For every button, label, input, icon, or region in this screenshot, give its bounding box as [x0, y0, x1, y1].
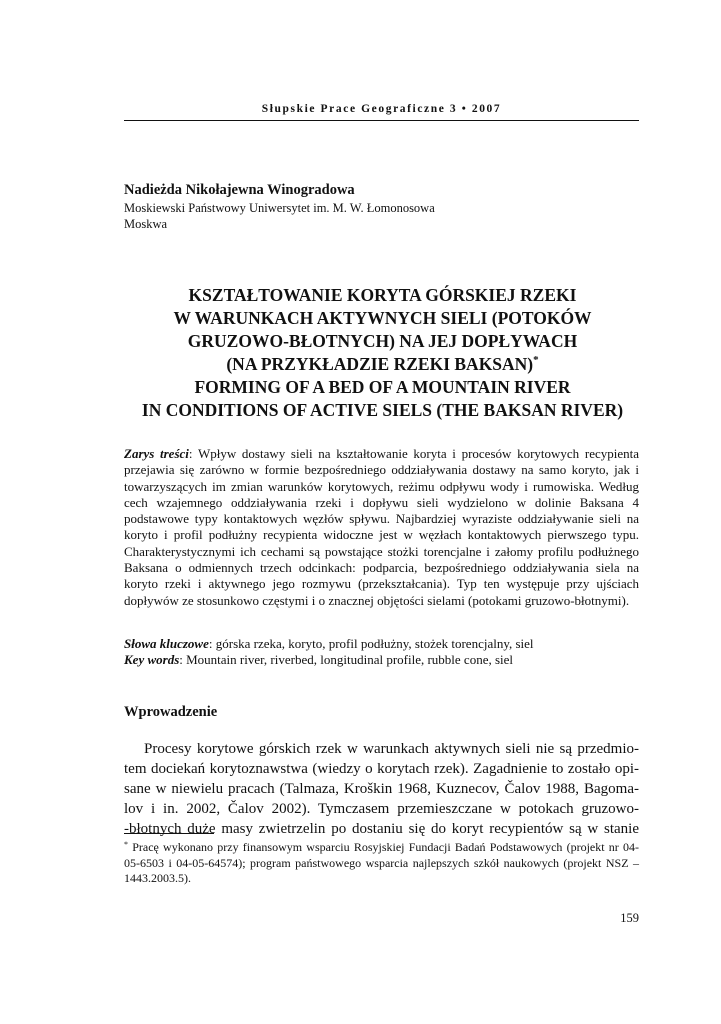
section-heading: Wprowadzenie — [124, 704, 218, 720]
footnote-text: Pracę wykonano przy finansowym wsparciu Rosyjskiej Fundacji Badań Podstawowych (projekt nr 04-05-6503 i 04-05-64574); program państwowego wsparcia najlepszych szkół naukowych (projekt NSZ – 1443.2003.5). — [124, 840, 639, 885]
header-rule — [124, 120, 639, 121]
intro-line: -błotnych duże masy zwietrzelin po dostaniu się do koryt recypientów są w stanie — [124, 821, 639, 837]
title-pl-line-text: (NA PRZYKŁADZIE RZEKI BAKSAN) — [226, 354, 534, 374]
abstract-paragraph — [124, 446, 639, 609]
footnote — [124, 840, 639, 887]
keywords-pl — [124, 636, 639, 652]
abstract-text: : Wpływ dostawy sieli na kształtowanie koryta i procesów korytowych recypienta przejawia się zarówno w formie bezpośredniego oddziaływania dostawy na samo koryto, jak i towarzyszących im zmian warunków korytowych, reżimu odpływu wody i rumowiska. Według cech wzajemnego oddziaływania rzeki i dopływu sieli wydzielono w dolinie Baksana 4 podstawowe typy kontaktowych węzłów spływu. Najbardziej wyraziste oddziaływanie sieli na koryto i profil podłużny recypienta widoczne jest w węzłach kontaktowych pierwszego typu. Charakterystycznymi ich cechami są powstające stożki torencjalne i załomy profilu podłużnego Baksana o odmiennych trzech odcinkach: podparcia, bezpośredniego oddziaływania siela na koryto rzeki i aktywnego jego rozmywu (przekształcania). Typ ten występuje przy ujściach dopływów ze stosunkowo częstymi i o znacznej objętości sielami (potokami gruzowo-błotnymi). — [124, 446, 639, 608]
abstract — [124, 446, 639, 609]
footnote-rule — [124, 833, 214, 834]
article-titles — [110, 284, 655, 422]
running-header: Słupskie Prace Geograficzne 3 • 2007 — [261, 103, 502, 115]
author-block — [124, 180, 639, 232]
abstract-label: Zarys treści — [124, 446, 189, 461]
intro-line: Procesy korytowe górskich rzek w warunkach aktywnych sieli nie są przedmio- — [144, 741, 639, 757]
intro-line: lov i in. 2002, Čalov 2002). Tymczasem przemieszczane w potokach gruzowo- — [124, 801, 639, 817]
page-number: 159 — [620, 911, 639, 925]
author-city: Moskwa — [124, 217, 168, 231]
intro-paragraph — [124, 739, 639, 839]
author-affiliation: Moskiewski Państwowy Uniwersytet im. M. W. Łomonosowa — [124, 201, 435, 215]
keywords-en — [124, 652, 639, 668]
keywords-en-label: Key words — [124, 652, 180, 667]
title-pl-line-last — [110, 353, 655, 376]
title-pl-line: W WARUNKACH AKTYWNYCH SIELI (POTOKÓW — [173, 308, 592, 328]
title-pl-line: KSZTAŁTOWANIE KORYTA GÓRSKIEJ RZEKI — [188, 285, 577, 305]
title-en-line: FORMING OF A BED OF A MOUNTAIN RIVER — [194, 377, 571, 397]
intro-line: sane w niewielu pracach (Talmaza, Kroškin 1968, Kuznecov, Čalov 1988, Bagoma- — [124, 781, 639, 797]
keywords-pl-text: : górska rzeka, koryto, profil podłużny, stożek torencjalny, siel — [208, 636, 534, 651]
keywords-pl-label: Słowa kluczowe — [124, 636, 209, 651]
keywords-en-text: : Mountain river, riverbed, longitudinal profile, rubble cone, siel — [179, 652, 514, 667]
title-pl-line: GRUZOWO-BŁOTNYCH) NA JEJ DOPŁYWACH — [187, 331, 578, 351]
intro-line: tem dociekań korytoznawstwa (wiedzy o korytach rzek). Zagadnienie to zostało opi- — [124, 761, 639, 777]
footnote-marker: * — [124, 840, 128, 849]
keywords-block — [124, 636, 639, 668]
title-footnote-marker[interactable]: * — [533, 354, 539, 366]
title-en-line: IN CONDITIONS OF ACTIVE SIELS (THE BAKSAN RIVER) — [141, 400, 624, 420]
author-name: Nadieżda Nikołajewna Winogradowa — [124, 182, 355, 198]
